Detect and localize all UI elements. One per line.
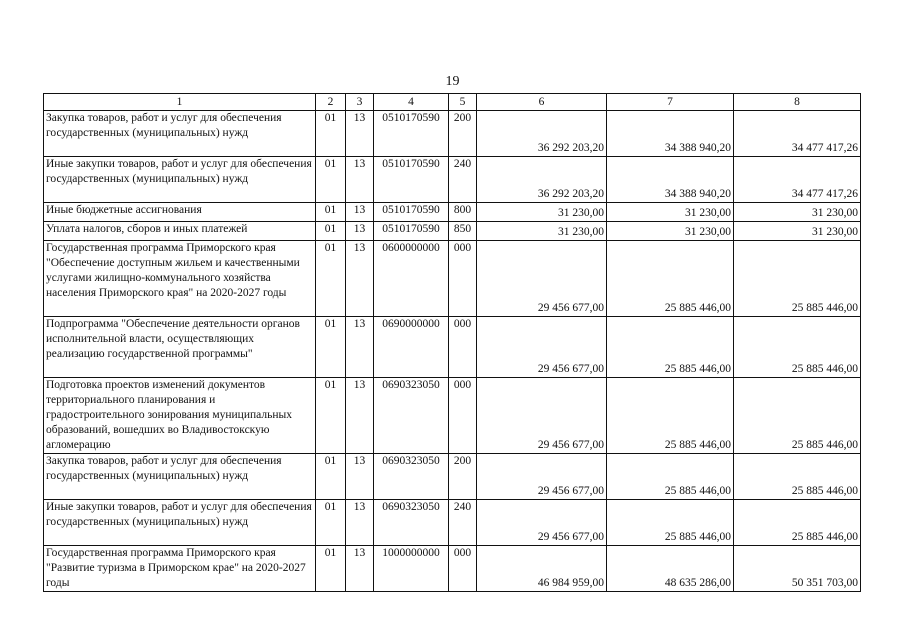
- row-amount-col7: 48 635 286,00: [607, 546, 734, 592]
- row-subsection: 13: [346, 241, 374, 317]
- column-header: 1: [44, 94, 316, 111]
- row-amount-col6: 29 456 677,00: [477, 241, 607, 317]
- table-row: [44, 317, 861, 378]
- row-amount-col6: 29 456 677,00: [477, 378, 607, 454]
- column-header: 2: [316, 94, 346, 111]
- table-row: [44, 454, 861, 500]
- row-target-code: 0510170590: [374, 111, 449, 157]
- row-amount-col8: 50 351 703,00: [734, 546, 861, 592]
- column-header: 7: [607, 94, 734, 111]
- row-expense-type: 240: [449, 157, 477, 203]
- row-amount-col7: 25 885 446,00: [607, 317, 734, 378]
- table-row: [44, 378, 861, 454]
- row-amount-col7: 25 885 446,00: [607, 454, 734, 500]
- row-amount-col6: 36 292 203,20: [477, 111, 607, 157]
- budget-table: [43, 93, 861, 592]
- row-amount-col6: 29 456 677,00: [477, 500, 607, 546]
- row-amount-col8: 34 477 417,26: [734, 157, 861, 203]
- row-target-code: 0510170590: [374, 222, 449, 241]
- row-target-code: 0690000000: [374, 317, 449, 378]
- row-section: 01: [316, 203, 346, 222]
- row-target-code: 1000000000: [374, 546, 449, 592]
- row-section: 01: [316, 111, 346, 157]
- column-header: 4: [374, 94, 449, 111]
- row-expense-type: 000: [449, 317, 477, 378]
- row-section: 01: [316, 378, 346, 454]
- row-section: 01: [316, 157, 346, 203]
- table-row: [44, 157, 861, 203]
- row-name: Иные закупки товаров, работ и услуг для обеспечения государственных (муниципальных) нужд: [44, 500, 316, 546]
- row-amount-col8: 25 885 446,00: [734, 454, 861, 500]
- column-header: 8: [734, 94, 861, 111]
- page-number: 19: [445, 74, 460, 89]
- column-header: 5: [449, 94, 477, 111]
- table-row: [44, 241, 861, 317]
- row-target-code: 0510170590: [374, 157, 449, 203]
- row-amount-col7: 34 388 940,20: [607, 157, 734, 203]
- row-section: 01: [316, 454, 346, 500]
- row-expense-type: 200: [449, 454, 477, 500]
- row-amount-col7: 31 230,00: [607, 222, 734, 241]
- row-expense-type: 000: [449, 241, 477, 317]
- row-amount-col8: 31 230,00: [734, 203, 861, 222]
- row-subsection: 13: [346, 317, 374, 378]
- row-subsection: 13: [346, 157, 374, 203]
- row-amount-col7: 25 885 446,00: [607, 500, 734, 546]
- row-expense-type: 240: [449, 500, 477, 546]
- row-name: Закупка товаров, работ и услуг для обеспечения государственных (муниципальных) нужд: [44, 111, 316, 157]
- table-row: [44, 500, 861, 546]
- row-name: Уплата налогов, сборов и иных платежей: [44, 222, 316, 241]
- row-amount-col6: 29 456 677,00: [477, 317, 607, 378]
- row-subsection: 13: [346, 500, 374, 546]
- row-subsection: 13: [346, 378, 374, 454]
- row-amount-col6: 46 984 959,00: [477, 546, 607, 592]
- row-target-code: 0690323050: [374, 500, 449, 546]
- table-row: [44, 203, 861, 222]
- row-section: 01: [316, 317, 346, 378]
- row-target-code: 0690323050: [374, 454, 449, 500]
- row-amount-col7: 31 230,00: [607, 203, 734, 222]
- row-expense-type: 850: [449, 222, 477, 241]
- table-row: [44, 111, 861, 157]
- row-expense-type: 000: [449, 378, 477, 454]
- row-section: 01: [316, 222, 346, 241]
- row-target-code: 0510170590: [374, 203, 449, 222]
- row-amount-col8: 25 885 446,00: [734, 317, 861, 378]
- row-subsection: 13: [346, 111, 374, 157]
- row-subsection: 13: [346, 222, 374, 241]
- row-name: Закупка товаров, работ и услуг для обеспечения государственных (муниципальных) нужд: [44, 454, 316, 500]
- row-target-code: 0600000000: [374, 241, 449, 317]
- column-header: 6: [477, 94, 607, 111]
- row-expense-type: 000: [449, 546, 477, 592]
- row-name: Государственная программа Приморского края "Развитие туризма в Приморском крае" на 2020-2027 годы: [44, 546, 316, 592]
- row-target-code: 0690323050: [374, 378, 449, 454]
- row-amount-col7: 25 885 446,00: [607, 241, 734, 317]
- row-expense-type: 200: [449, 111, 477, 157]
- row-amount-col8: 25 885 446,00: [734, 500, 861, 546]
- row-amount-col6: 31 230,00: [477, 222, 607, 241]
- row-amount-col8: 25 885 446,00: [734, 378, 861, 454]
- row-amount-col6: 29 456 677,00: [477, 454, 607, 500]
- row-section: 01: [316, 546, 346, 592]
- row-subsection: 13: [346, 203, 374, 222]
- row-subsection: 13: [346, 546, 374, 592]
- row-name: Иные бюджетные ассигнования: [44, 203, 316, 222]
- row-amount-col7: 25 885 446,00: [607, 378, 734, 454]
- row-section: 01: [316, 500, 346, 546]
- header-row: [44, 94, 861, 111]
- row-name: Государственная программа Приморского края "Обеспечение доступным жильем и качественными услугами жилищно-коммунального хозяйства населения Приморского края" на 2020-2027 годы: [44, 241, 316, 317]
- row-amount-col6: 31 230,00: [477, 203, 607, 222]
- row-amount-col8: 31 230,00: [734, 222, 861, 241]
- row-amount-col8: 25 885 446,00: [734, 241, 861, 317]
- row-name: Подготовка проектов изменений документов территориального планирования и градостроительного зонирования муниципальных образований, вошедших во Владивостокскую агломерацию: [44, 378, 316, 454]
- row-amount-col7: 34 388 940,20: [607, 111, 734, 157]
- row-amount-col6: 36 292 203,20: [477, 157, 607, 203]
- table-row: [44, 546, 861, 592]
- row-section: 01: [316, 241, 346, 317]
- row-name: Иные закупки товаров, работ и услуг для обеспечения государственных (муниципальных) нужд: [44, 157, 316, 203]
- row-amount-col8: 34 477 417,26: [734, 111, 861, 157]
- column-header: 3: [346, 94, 374, 111]
- table-row: [44, 222, 861, 241]
- row-expense-type: 800: [449, 203, 477, 222]
- row-subsection: 13: [346, 454, 374, 500]
- row-name: Подпрограмма "Обеспечение деятельности органов исполнительной власти, осуществляющих реализацию государственной программы": [44, 317, 316, 378]
